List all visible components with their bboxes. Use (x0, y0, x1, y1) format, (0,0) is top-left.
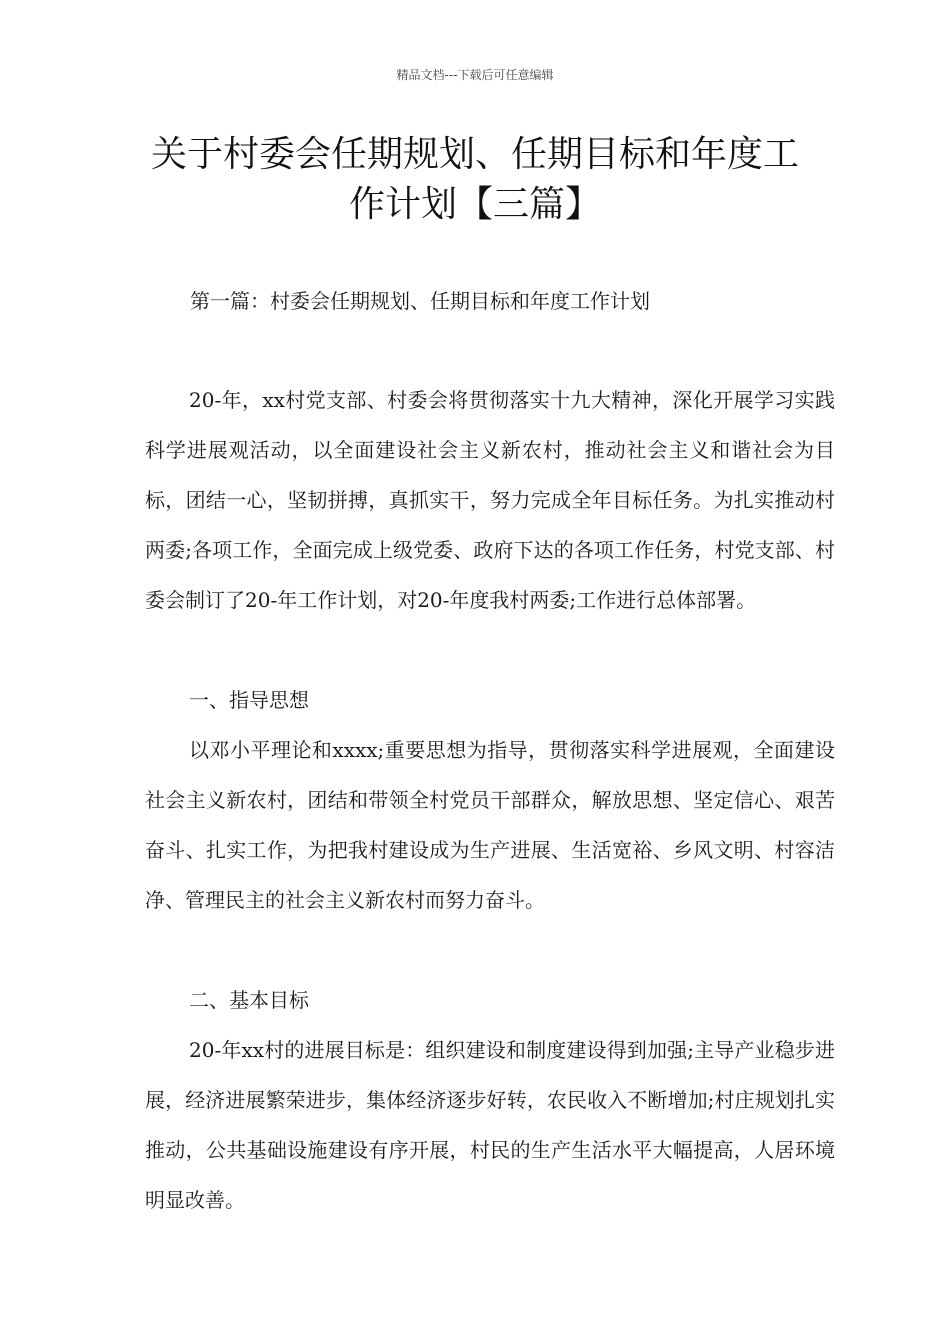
section-subtitle: 第一篇：村委会任期规划、任期目标和年度工作计划 (190, 289, 650, 313)
heading-guiding-ideology: 一、指导思想 (189, 688, 309, 712)
header-note: 精品文档---下载后可任意编辑 (396, 68, 554, 82)
heading-basic-goals: 二、基本目标 (189, 988, 309, 1012)
document-title: 关于村委会任期规划、任期目标和年度工作计划【三篇】 (150, 134, 799, 225)
paragraph-basic-goals: 20-年xx村的进展目标是：组织建设和制度建设得到加强;主导产业稳步进展，经济进展繁荣进步，集体经济逐步好转，农民收入不断增加;村庄规划扎实推动，公共基础设施建设有序开展，村民的生产生活水平大幅提高，人居环境明显改善。 (145, 1038, 835, 1212)
paragraph-guiding-ideology: 以邓小平理论和xxxx;重要思想为指导，贯彻落实科学进展观，全面建设社会主义新农村，团结和带领全村党员干部群众，解放思想、坚定信心、艰苦奋斗、扎实工作，为把我村建设成为生产进展、生活宽裕、乡风文明、村容洁净、管理民主的社会主义新农村而努力奋斗。 (145, 738, 835, 912)
paragraph-intro: 20-年，xx村党支部、村委会将贯彻落实十九大精神，深化开展学习实践科学进展观活动，以全面建设社会主义新农村，推动社会主义和谐社会为目标，团结一心，坚韧拼搏，真抓实干，努力完成全年目标任务。为扎实推动村两委;各项工作，全面完成上级党委、政府下达的各项工作任务，村党支部、村委会制订了20-年工作计划，对20-年度我村两委;工作进行总体部署。 (145, 388, 835, 612)
